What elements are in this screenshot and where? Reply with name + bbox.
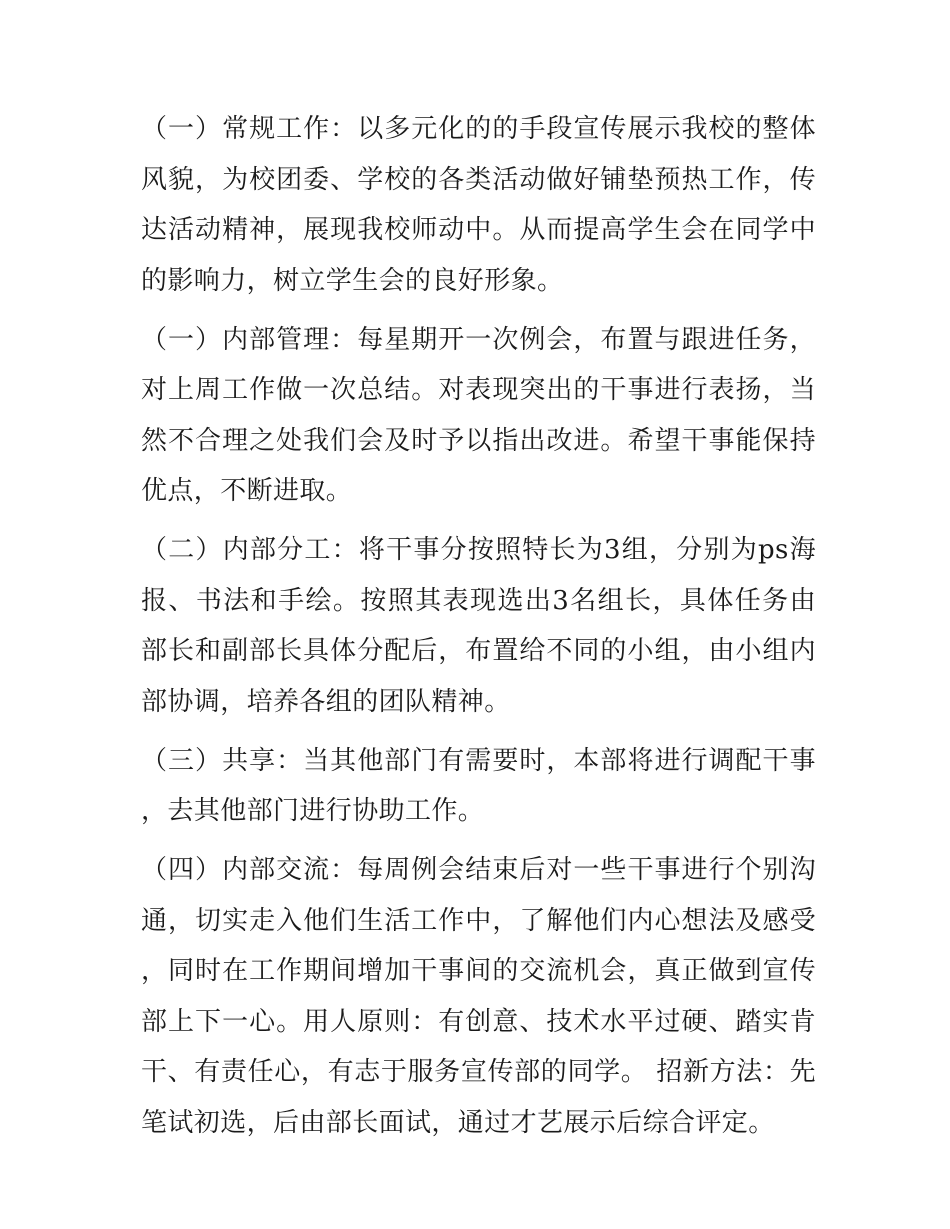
paragraph-internal-management: （一）内部管理：每星期开一次例会，布置与跟进任务，对上周工作做一次总结。对表现突出的干事进行表扬，当然不合理之处我们会及时予以指出改进。希望干事能保持优点，不断进取。 xyxy=(141,324,816,506)
paragraph-sharing: （三）共享：当其他部门有需要时，本部将进行调配干事，去其他部门进行协助工作。 xyxy=(141,745,816,826)
document-body xyxy=(141,104,816,1157)
paragraph-internal-division: （二）内部分工：将干事分按照特长为3组，分别为ps海报、书法和手绘。按照其表现选出3名组长，具体任务由部长和副部长具体分配后，布置给不同的小组，由小组内部协调，培养各组的团队精神。 xyxy=(141,535,816,717)
paragraph-routine-work: （一）常规工作：以多元化的的手段宣传展示我校的整体风貌，为校团委、学校的各类活动做好铺垫预热工作，传达活动精神，展现我校师动中。从而提高学生会在同学中的影响力，树立学生会的良好形象。 xyxy=(141,114,816,296)
paragraph-internal-communication: （四）内部交流：每周例会结束后对一些干事进行个别沟通，切实走入他们生活工作中，了解他们内心想法及感受，同时在工作期间增加干事间的交流机会，真正做到宣传部上下一心。用人原则：有创意、技术水平过硬、踏实肯干、有责任心，有志于服务宣传部的同学。 招新方法：先笔试初选，后由部长面试，通过才艺展示后综合评定。 xyxy=(141,855,816,1138)
